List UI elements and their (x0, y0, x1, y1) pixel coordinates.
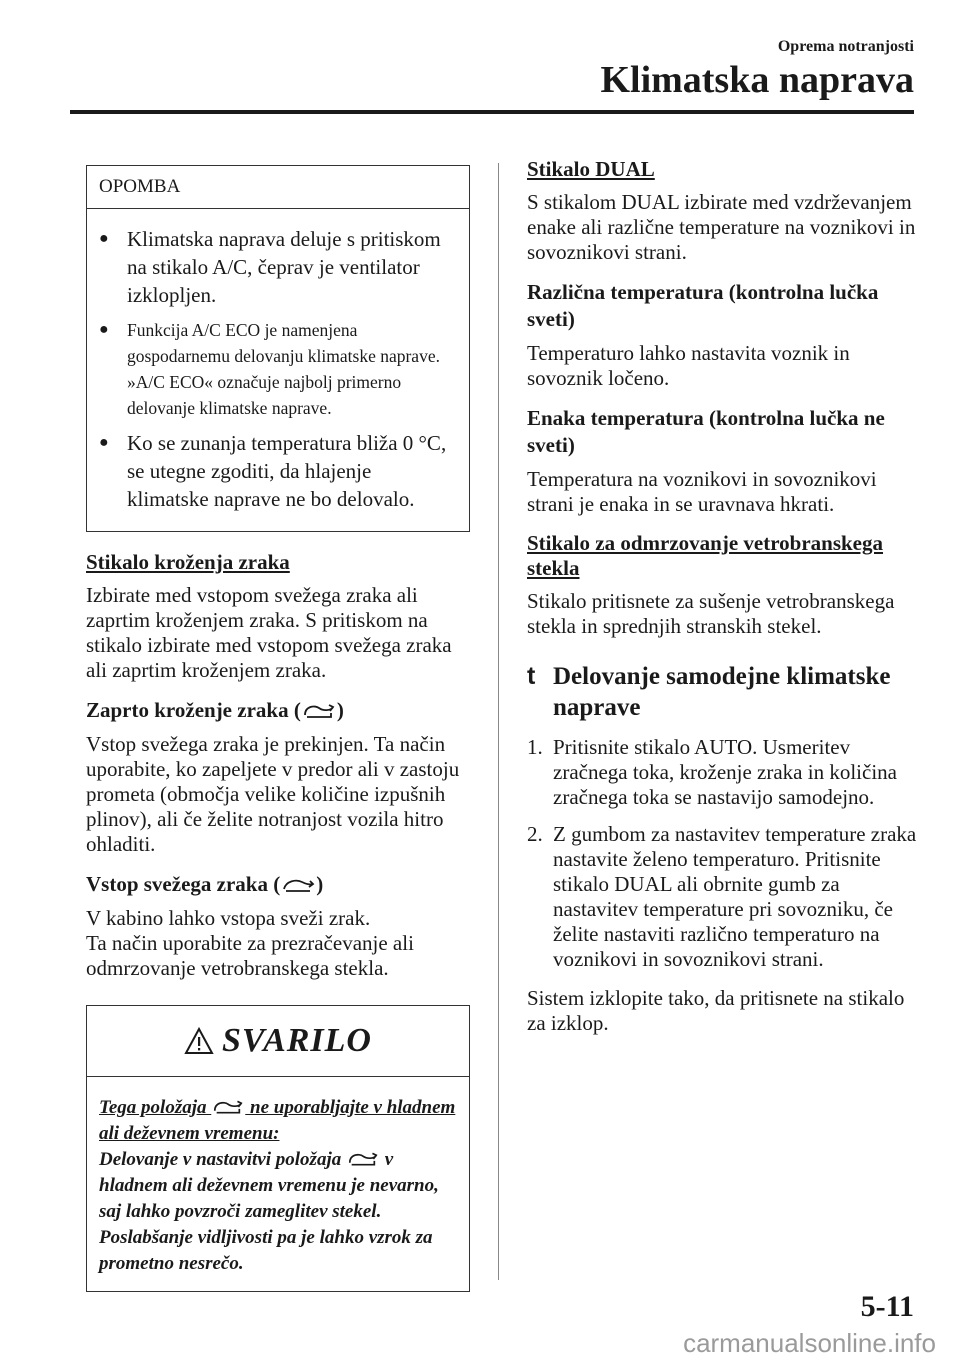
warning-title: SVARILO (222, 1022, 372, 1059)
closed-text: Vstop svežega zraka je prekinjen. Ta način uporabite, ko zapeljete v predor ali v zastoju prometa (območja velike količine izpušnih plinov), ali če želite notranjost vozila hitro ohladiti. (86, 732, 460, 856)
warning-box (86, 1005, 470, 1292)
bullet-icon: ● (99, 321, 109, 338)
page-title: Klimatska naprava (600, 59, 914, 101)
column-divider (498, 163, 499, 1280)
list-item: 1. Pritisnite stikalo AUTO. Usmeritev zračnega toka, kroženje zraka in količina zračnega toka se nastavijo samodejno. (527, 735, 897, 809)
fresh-text-2: Ta način uporabite za prezračevanje ali odmrzovanje vetrobranskega stekla. (86, 931, 414, 980)
note-item: ● Ko se zunanja temperatura bliža 0 °C, se utegne zgoditi, da hlajenje klimatske naprave ne bo delovalo. (99, 431, 447, 511)
fresh-air-icon (280, 876, 316, 894)
warning-triangle-icon (184, 1027, 214, 1055)
recirculation-icon (301, 702, 337, 720)
note-item: ● Funkcija A/C ECO je namenjena gospodarnemu delovanju klimatske naprave. »A/C ECO« označuje najbolj primerno delovanje klimatske naprave. (99, 317, 457, 421)
diff-temp-heading: Različna temperatura (kontrolna lučka sveti) (527, 280, 879, 331)
closing-text: Sistem izklopite tako, da pritisnete na stikalo za izklop. (527, 986, 905, 1035)
recirculation-icon (211, 1098, 245, 1116)
section-label: Oprema notranjosti (777, 38, 914, 55)
bullet-icon: ● (99, 434, 109, 451)
header-rule (70, 110, 914, 114)
note-item: ● Klimatska naprava deluje s pritiskom na stikalo A/C, čeprav je ventilator izklopljen. (99, 227, 441, 307)
closed-heading: Zaprto kroženje zraka ( ) (86, 698, 344, 722)
circulation-heading: Stikalo kroženja zraka (86, 550, 290, 574)
left-column (86, 165, 470, 1292)
auto-section-heading: t Delovanje samodejne klimatske naprave (527, 662, 891, 721)
section-marker: t (527, 662, 536, 690)
recirculation-icon (346, 1150, 380, 1168)
fresh-text-1: V kabino lahko vstopa sveži zrak. (86, 906, 371, 930)
watermark: carmanualsonline.info (683, 1328, 936, 1358)
note-heading: OPOMBA (87, 166, 469, 209)
bullet-icon: ● (99, 230, 109, 247)
list-item: 2. Z gumbom za nastavitev temperature zraka nastavite želeno temperaturo. Pritisnite stikalo DUAL ali obrnite gumb za nastavitev temperature pri sovozniku, če želite nastaviti različno temperaturo na voznikovi in sovoznikovi strani. (527, 822, 917, 971)
fresh-heading: Vstop svežega zraka ( ) (86, 872, 324, 896)
right-column (527, 157, 927, 1036)
same-temp-heading: Enaka temperatura (kontrolna lučka ne sveti) (527, 406, 885, 457)
diff-temp-text: Temperaturo lahko nastavita voznik in sovoznik ločeno. (527, 341, 850, 390)
defrost-text: Stikalo pritisnete za sušenje vetrobranskega stekla in sprednjih stranskih stekel. (527, 589, 895, 638)
warning-header (87, 1006, 469, 1077)
dual-text: S stikalom DUAL izbirate med vzdrževanjem enake ali različne temperature na voznikovi in sovoznikovi strani. (527, 190, 916, 264)
circulation-text: Izbirate med vstopom svežega zraka ali zaprtim kroženjem zraka. S pritiskom na stikalo izbirate med vstopom svežega zraka ali zaprtim kroženjem zraka. (86, 583, 452, 682)
dual-heading: Stikalo DUAL (527, 157, 655, 181)
note-box (86, 165, 470, 532)
defrost-heading: Stikalo za odmrzovanje vetrobranskega stekla (527, 531, 884, 580)
same-temp-text: Temperatura na voznikovi in sovoznikovi strani je enaka in se uravnava hkrati. (527, 467, 877, 516)
page-number: 5-11 (860, 1290, 914, 1323)
warning-text: Tega položaja ne uporabljajte v hladnem ali deževnem vremenu: Delovanje v nastavitvi položaja v hladnem ali deževnem vremenu je nevarno, saj lahko povzroči zameglitev stekel. Poslabšanje vidljivosti pa je lahko vzrok za prometno nesrečo. (99, 1097, 456, 1274)
